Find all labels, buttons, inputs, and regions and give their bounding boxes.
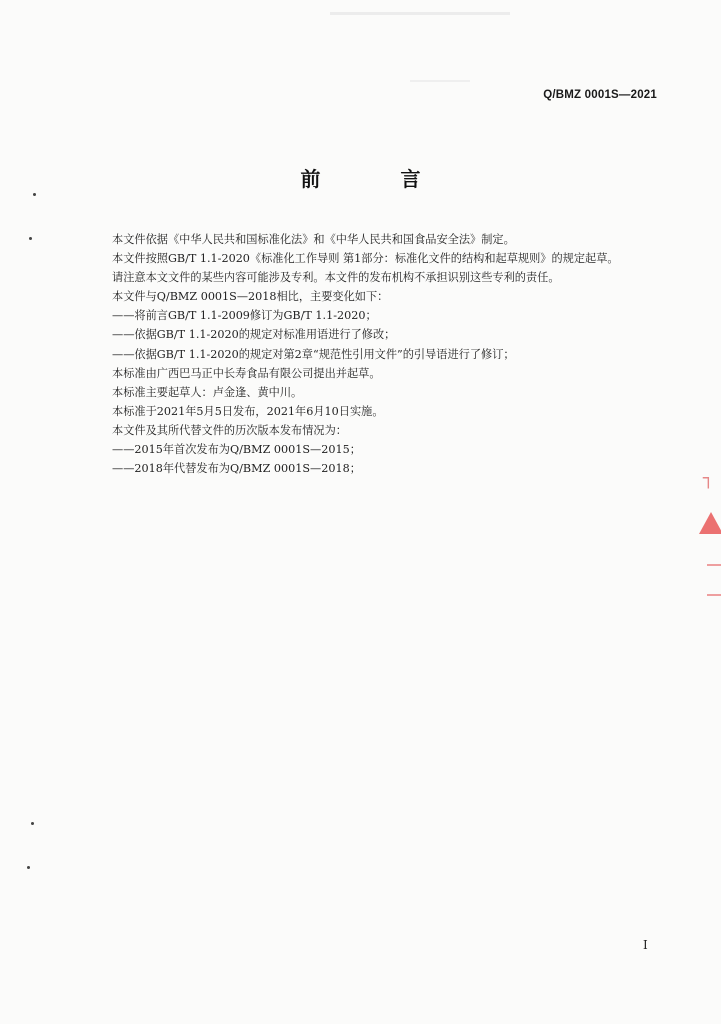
document-body [88,230,673,478]
paragraph: ——依据GB/T 1.1-2020的规定对标准用语进行了修改； [112,328,396,342]
seal-fragment: ┐ [703,468,714,489]
standard-code: Q/BMZ 0001S—2021 [543,89,657,101]
page-title: 前 言 [300,167,451,191]
paragraph: 本标准由广西巴马正中长寿食品有限公司提出并起草。 [112,366,381,380]
scan-artifact [330,12,510,15]
seal-fragment [707,564,721,566]
company-seal-stamp [697,460,721,610]
paragraph: ——依据GB/T 1.1-2020的规定对第2章“规范性引用文件”的引导语进行了修订； [112,347,515,361]
paragraph: 本文件与Q/BMZ 0001S—2018相比，主要变化如下： [112,290,389,304]
paragraph: 本文件按照GB/T 1.1-2020《标准化工作导则 第1部分：标准化文件的结构和起草规则》的规定起草。 [112,252,619,266]
paragraph: 本标准主要起草人：卢金逢、黄中川。 [112,385,303,399]
paragraph: 本标准于2021年5月5日发布，2021年6月10日实施。 [112,404,384,418]
paragraph: ——2015年首次发布为Q/BMZ 0001S—2015； [112,443,361,457]
paragraph: ——2018年代替发布为Q/BMZ 0001S—2018； [112,462,361,476]
seal-fragment [707,594,721,596]
paragraph: ——将前言GB/T 1.1-2009修订为GB/T 1.1-2020； [112,309,377,323]
paragraph: 请注意本文文件的某些内容可能涉及专利。本文件的发布机构不承担识别这些专利的责任。 [112,271,560,285]
paragraph: 本文件依据《中华人民共和国标准化法》和《中华人民共和国食品安全法》制定。 [112,233,515,246]
binding-hole-mark [27,866,30,869]
scan-artifact [410,80,470,82]
paragraph: 本文件及其所代替文件的历次版本发布情况为： [112,423,347,437]
page-number: I [643,938,648,952]
seal-star [699,512,721,534]
binding-hole-mark [29,237,32,240]
binding-hole-mark [31,822,34,825]
binding-hole-mark [33,193,36,196]
